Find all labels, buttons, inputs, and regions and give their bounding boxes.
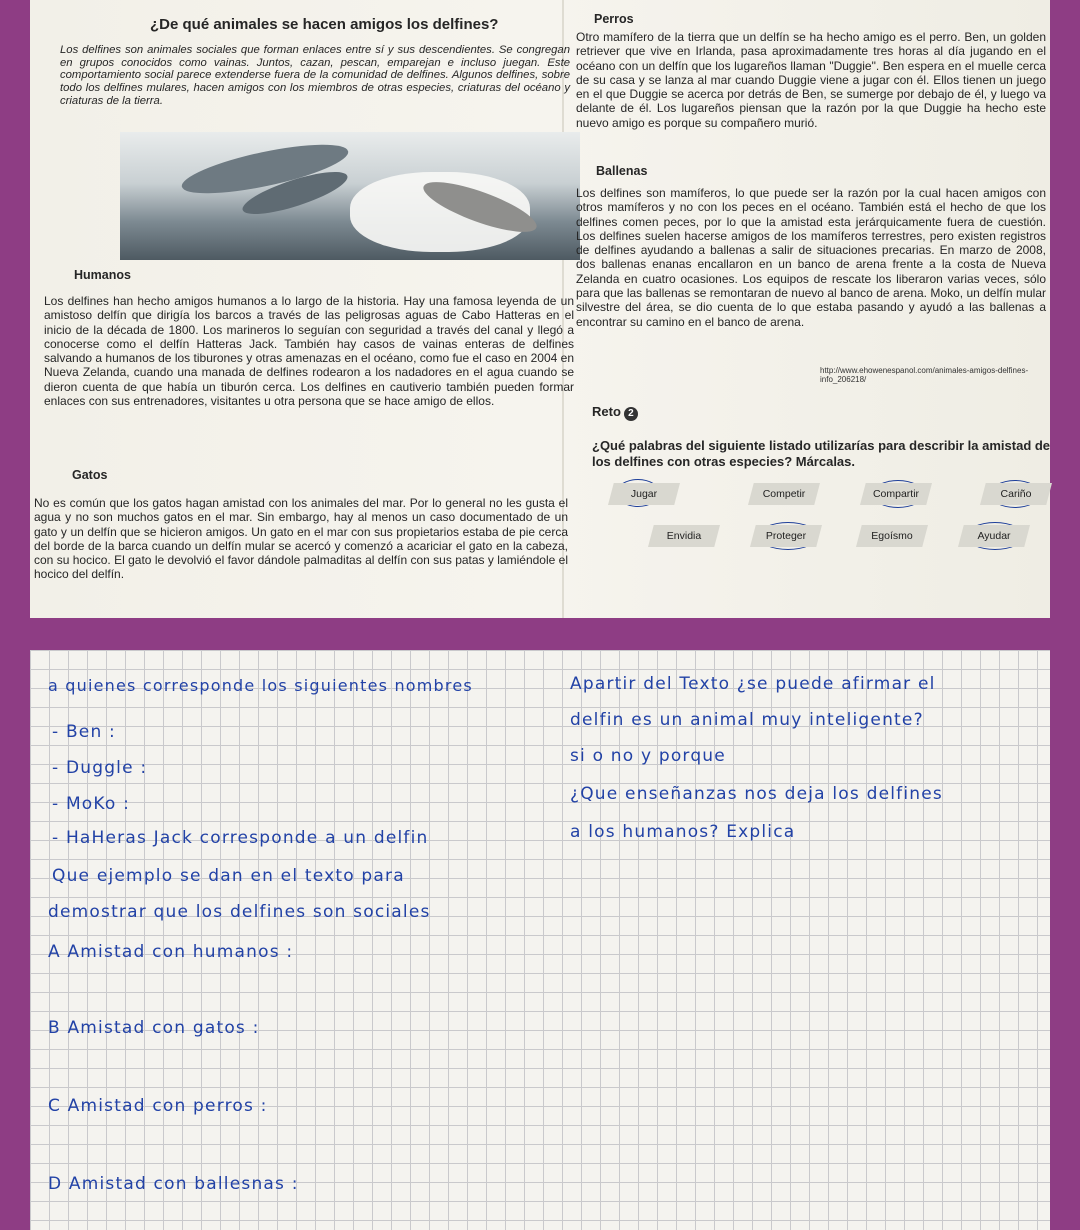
perros-heading: Perros [594, 12, 634, 26]
hw-left-line-1: a quienes corresponde los siguientes nombres [48, 676, 473, 695]
hw-right-line-2: delfin es un animal muy inteligente? [570, 710, 924, 730]
humanos-heading: Humanos [74, 268, 131, 282]
hw-left-line-3: - Duggle : [52, 758, 148, 778]
hw-left-line-10: C Amistad con perros : [48, 1096, 268, 1116]
hw-right-line-5: a los humanos? Explica [570, 822, 796, 842]
word-option-jugar[interactable] [608, 483, 680, 505]
hw-left-line-4: - MoKo : [52, 794, 131, 814]
word-option-carino[interactable] [980, 483, 1052, 505]
word-label: Cariño [1000, 488, 1032, 500]
perros-paragraph: Otro mamífero de la tierra que un delfín se ha hecho amigo es el perro. Ben, un golden retriever que vive en Irlanda, pasa aproximadamente tres horas al día jugando en el océano con un delfín que los lugareños llaman "Duggie". Ben espera en el muelle cerca de su casa y se lanza al mar cuando Duggie viene a jugar con él. Ellos tienen un juego en el que Duggie se acerca por detrás de Ben, se sumerge por debajo de él, y luego va delante de él. Los lugareños piensan que la razón por la que Duggie ha hecho este nuevo amigo es porque su compañero murió. [576, 30, 1046, 130]
hw-left-line-2: - Ben : [52, 722, 116, 742]
word-option-egoismo[interactable] [856, 525, 928, 547]
notebook-page [30, 650, 1050, 1230]
textbook-page [30, 0, 1050, 618]
hw-left-line-5: - HaHeras Jack corresponde a un delfin [52, 828, 429, 848]
word-option-compartir[interactable] [860, 483, 932, 505]
reto-question: ¿Qué palabras del siguiente listado utilizarías para describir la amistad de los delfines con otras especies? Márcalas. [592, 438, 1051, 469]
word-label: Jugar [630, 488, 658, 500]
humanos-paragraph: Los delfines han hecho amigos humanos a lo largo de la historia. Hay una famosa leyenda de un amistoso delfín que dirigía los barcos a través de las peligrosas aguas de Cabo Hatteras en el inicio de la década de 1800. Los marineros lo seguían con seguridad a través del canal y llegó a conocerse como el delfín Hatteras Jack. También hay casos de vainas enteras de delfines salvando a humanos de los tiburones y otras amenazas en el océano, como fue el caso en 2004 en Nueva Zelanda, cuando una manada de delfines rodearon a los nadadores en el agua cuando se dieron cuenta de que había un tiburón cerca. Los delfines en cautiverio también pueden formar enlaces con sus entrenadores, visitantes u otra persona que se hace amigo de ellos. [44, 294, 574, 409]
word-option-competir[interactable] [748, 483, 820, 505]
gatos-paragraph: No es común que los gatos hagan amistad con los animales del mar. Por lo general no les gusta el agua y no son muchos gatos en el mar. Sin embargo, hay al menos un caso documentado de un gato y un delfín que se hicieron amigos. Un gato en el mar con sus propietarios estaba de pie cerca del borde de la barca cuando un delfín mular se acercó y comenzó a acariciar el gato en la cabeza, con su hocico. El gato le devolvió el favor dándole palmaditas al delfín con sus patas y lamiéndole el hocico del delfín. [34, 496, 568, 582]
ballenas-paragraph: Los delfines son mamíferos, lo que puede ser la razón por la cual hacen amigos con otros mamíferos y no con los peces en el océano. También está el hecho de que los delfines comen peces, por lo que la amistad esta jerárquicamente fuera de cuestión. Los delfines suelen hacerse amigos de los mamíferos terrestres, pero existen registros de delfines ayudando a ballenas a salir de situaciones precarias. En marzo de 2008, dos ballenas enanas encallaron en un banco de arena frente a la costa de Nueva Zelanda en cuatro ocasiones. Los equipos de rescate los liberaron varias veces, sólo para que las ballenas se remontaran de nuevo al banco de arena. Moko, un delfín mular silvestre del área, se dio cuenta de lo que estaba pasando y ayudó a las ballenas a encontrar su camino en el banco de arena. [576, 186, 1046, 329]
reto-number-badge: 2 [624, 407, 638, 421]
dolphin-photo [120, 132, 580, 260]
word-label: Egoísmo [871, 530, 913, 542]
hw-left-line-8: A Amistad con humanos : [48, 942, 294, 962]
hw-left-line-7: demostrar que los delfines son sociales [48, 902, 431, 922]
reto-text: Reto [592, 404, 621, 419]
source-url: http://www.ehowenespanol.com/animales-amigos-delfines-info_206218/ [820, 366, 1029, 384]
hw-right-line-3: si o no y porque [570, 746, 726, 766]
word-label: Envidia [666, 530, 702, 542]
word-label: Compartir [872, 488, 920, 500]
word-label: Proteger [765, 530, 807, 542]
word-option-ayudar[interactable] [958, 525, 1030, 547]
word-option-proteger[interactable] [750, 525, 822, 547]
word-option-envidia[interactable] [648, 525, 720, 547]
word-label: Ayudar [977, 530, 1011, 542]
ballenas-heading: Ballenas [596, 164, 648, 178]
gatos-heading: Gatos [72, 468, 108, 482]
intro-paragraph: Los delfines son animales sociales que forman enlaces entre sí y sus descendientes. Se congregan en grupos conocidos como vainas. Juntos, cazan, pescan, emparejan e incluso juegan. Este comportamiento social parece extenderse fuera de la comunidad de delfines. Algunos delfines, sobre todo los delfines mulares, hacen amigos con los miembros de otras especies, criaturas del océano y criaturas de la tierra. [60, 44, 570, 107]
hw-left-line-11: D Amistad con ballesnas : [48, 1174, 299, 1194]
hw-left-line-9: B Amistad con gatos : [48, 1018, 260, 1038]
hw-right-line-1: Apartir del Texto ¿se puede afirmar el [570, 674, 936, 694]
hw-right-line-4: ¿Que enseñanzas nos deja los delfines [570, 784, 943, 804]
hw-left-line-6: Que ejemplo se dan en el texto para [52, 866, 405, 886]
page-title: ¿De qué animales se hacen amigos los delfines? [150, 16, 499, 33]
word-label: Competir [762, 488, 806, 500]
reto-label [592, 404, 638, 421]
